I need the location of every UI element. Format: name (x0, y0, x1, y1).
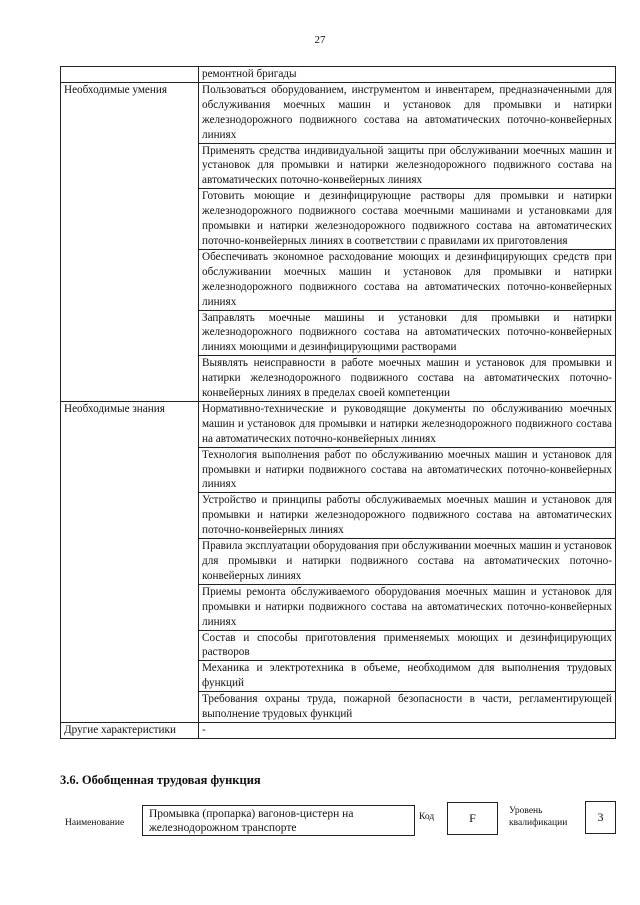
row-label (61, 67, 199, 83)
row-text: Механика и электротехника в объеме, необходимом для выполнения трудовых функций (199, 661, 616, 692)
row-text: - (199, 722, 616, 738)
row-text: Обеспечивать экономное расходование моющих и дезинфицирующих средств при обслуживании моечных машин и установок для промывки и натирки железнодорожного подвижного состава на автоматических поточно-конвейерных линиях (199, 249, 616, 310)
row-text: Технология выполнения работ по обслуживанию моечных машин и установок для промывки и натирки подвижного состава на автоматических поточно-конвейерных линиях (199, 447, 616, 493)
row-label-skills: Необходимые умения (61, 82, 199, 401)
row-label-knowledge: Необходимые знания (61, 401, 199, 722)
row-text: Применять средства индивидуальной защиты при обслуживании моечных машин и установок для промывки и натирки железнодорожного подвижного состава на автоматических поточно-конвейерных линиях (199, 143, 616, 189)
table-row (61, 82, 616, 143)
row-text: Готовить моющие и дезинфицирующие растворы для промывки и натирки железнодорожного подвижного состава моечными машинами и установками для промывки и натирки железнодорожного подвижного состава на автоматических поточно-конвейерных линиях в соответствии с правилами их приготовления (199, 189, 616, 250)
function-code-box: F (447, 802, 498, 835)
table-row (61, 722, 616, 738)
row-text: Правила эксплуатации оборудования при обслуживании моечных машин и установок для промывки и натирки подвижного состава на автоматических поточно-конвейерных линиях (199, 539, 616, 585)
row-text: Выявлять неисправности в работе моечных машин и установок для промывки и натирки железнодорожного подвижного состава на автоматических поточно-конвейерных линиях в пределах своей компетенции (199, 356, 616, 402)
row-text: Состав и способы приготовления применяемых моющих и дезинфицирующих растворов (199, 630, 616, 661)
qualification-level-box: 3 (585, 801, 616, 834)
requirements-table (60, 66, 616, 739)
level-label: Уровень квалификации (509, 806, 568, 828)
row-label-other: Другие характеристики (61, 722, 199, 738)
name-label: Наименование (65, 818, 125, 828)
row-text: Устройство и принципы работы обслуживаемых моечных машин и установок для промывки и натирки железнодорожного подвижного состава на автоматических поточно-конвейерных линиях (199, 493, 616, 539)
row-text: Заправлять моечные машины и установки для промывки и натирки железнодорожного подвижного состава на автоматических поточно-конвейерных линиях моющими и дезинфицирующими растворами (199, 310, 616, 356)
code-label: Код (419, 812, 435, 822)
row-text: Требования охраны труда, пожарной безопасности в части, регламентирующей выполнение трудовых функций (199, 692, 616, 723)
section-title: 3.6. Обобщенная трудовая функция (60, 773, 261, 787)
row-text: ремонтной бригады (199, 67, 616, 83)
function-name-box: Промывка (пропарка) вагонов-цистерн на железнодорожном транспорте (142, 805, 415, 836)
row-text: Нормативно-технические и руководящие документы по обслуживанию моечных машин и установок для промывки и натирки железнодорожного подвижного состава на автоматических поточно-конвейерных линиях (199, 401, 616, 447)
row-text: Приемы ремонта обслуживаемого оборудования моечных машин и установок для промывки и натирки подвижного состава на автоматических поточно-конвейерных линиях (199, 584, 616, 630)
row-text: Пользоваться оборудованием, инструментом и инвентарем, предназначенными для обслуживания моечных машин и установок для промывки и натирки железнодорожного подвижного состава на автоматических поточно-конвейерных линиях (199, 82, 616, 143)
page-number: 27 (314, 34, 326, 46)
table-row (61, 401, 616, 447)
table-row (61, 67, 616, 83)
